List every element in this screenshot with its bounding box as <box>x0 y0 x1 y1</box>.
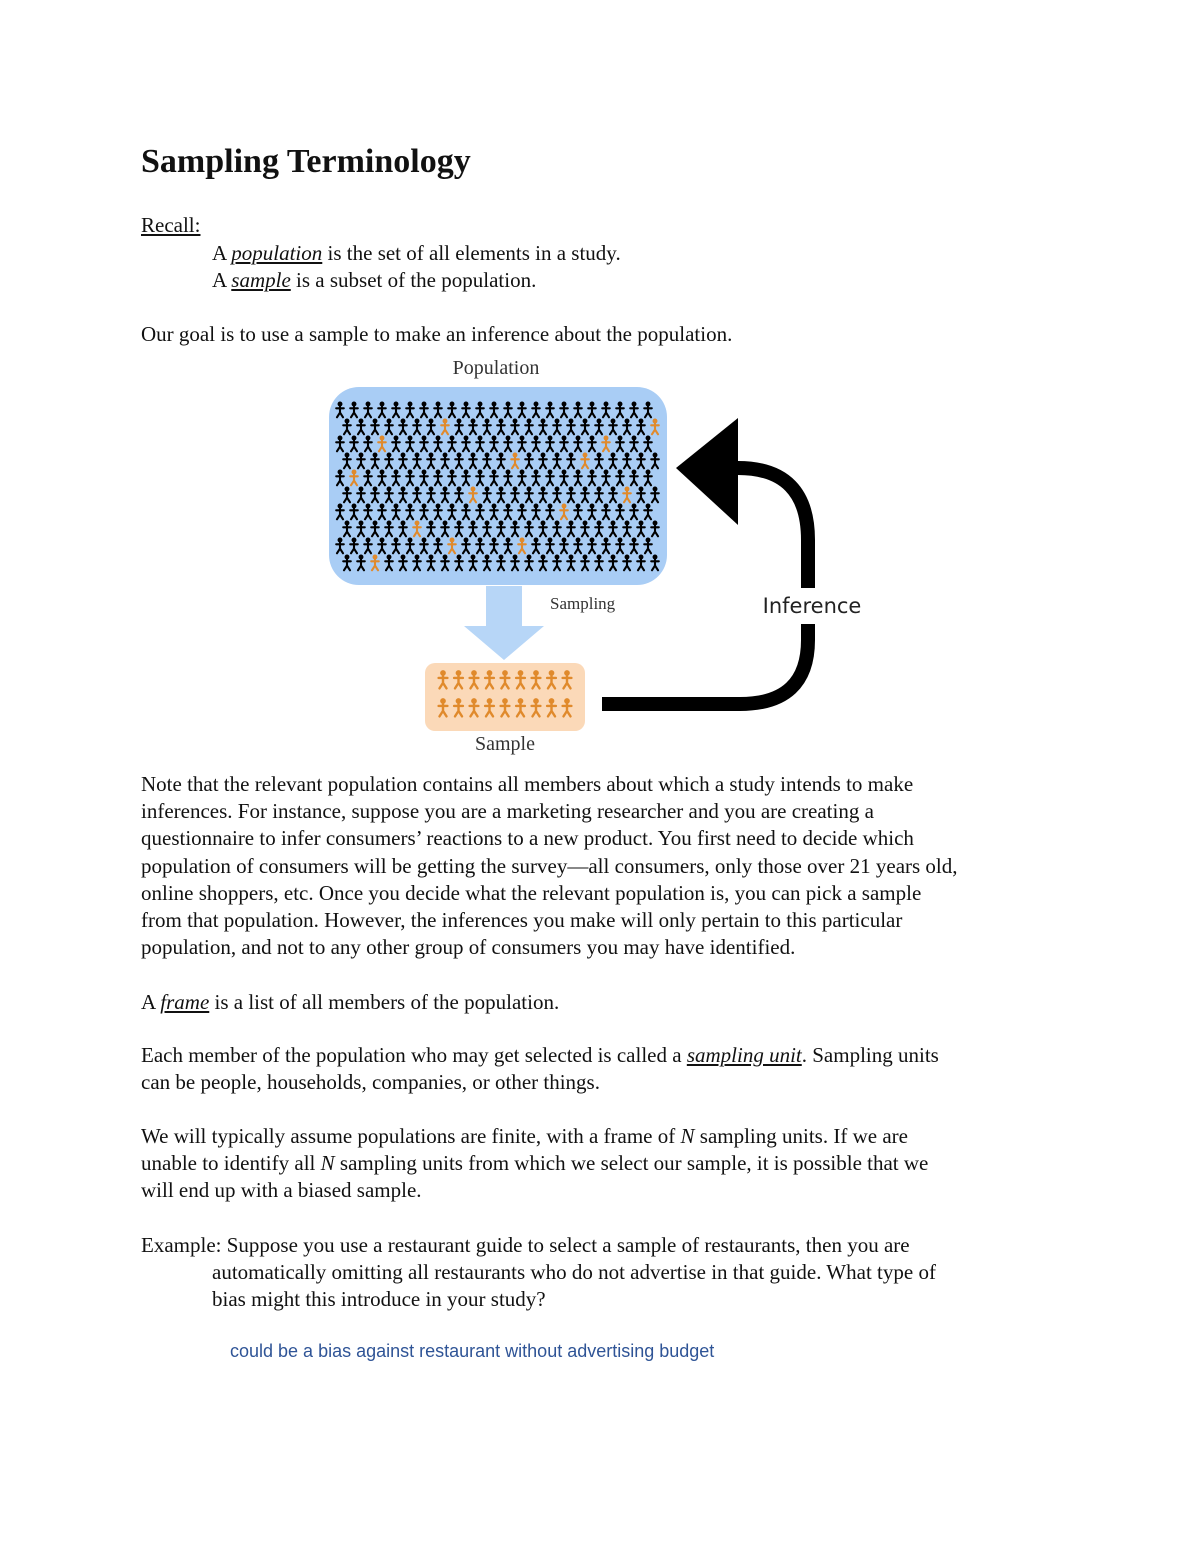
n-symbol: N <box>320 1151 335 1176</box>
note-paragraph <box>141 771 1081 961</box>
note-line: questionnaire to infer consumers’ reactions to a new product. You first need to decide which <box>141 826 914 851</box>
finite-line2 <box>141 1150 1081 1177</box>
goal-statement: Our goal is to use a sample to make an inference about the population. <box>141 322 733 346</box>
note-line: population of consumers will be getting the survey—all consumers, only those over 21 years old, <box>141 853 958 878</box>
frame-term: frame <box>160 990 210 1014</box>
frame-line <box>141 989 1081 1016</box>
sample-prefix: A <box>212 268 232 292</box>
frame-prefix: A <box>141 990 161 1014</box>
note-line: Note that the relevant population contains all members about which a study intends to make <box>141 772 914 796</box>
population-term: population <box>231 241 323 265</box>
handwritten-answer: could be a bias against restaurant without advertising budget <box>230 1341 715 1361</box>
inference-arrow-head <box>676 418 738 525</box>
sampling-arrow <box>464 586 544 660</box>
finite-text: sampling units. If we are <box>694 1124 908 1148</box>
sampling-unit-rest: . Sampling units <box>801 1043 939 1067</box>
sampling-unit-prefix: Each member of the population who may get selected is called a <box>141 1043 687 1067</box>
example-line3: bias might this introduce in your study? <box>212 1287 546 1312</box>
finite-line1 <box>141 1123 1081 1150</box>
inference-label: Inference <box>762 594 862 618</box>
n-symbol: N <box>680 1124 695 1148</box>
example-line2: automatically omitting all restaurants who do not advertise in that guide. What type of <box>212 1260 936 1285</box>
sample-rest: is a subset of the population. <box>290 268 537 292</box>
sample-term: sample <box>231 268 291 292</box>
sample-definition <box>212 267 536 294</box>
sample-label: Sample <box>475 733 535 755</box>
population-label: Population <box>452 357 540 379</box>
frame-definition <box>141 989 1081 1016</box>
frame-rest: is a list of all members of the population. <box>209 990 560 1014</box>
note-line: online shoppers, etc. Once you decide what the relevant population is, you can pick a sample <box>141 880 922 905</box>
sampling-unit-paragraph <box>141 1042 1081 1096</box>
finite-line3: will end up with a biased sample. <box>141 1178 422 1203</box>
page-title: Sampling Terminology <box>141 143 471 180</box>
note-line: inferences. For instance, suppose you are a marketing researcher and you are creating a <box>141 799 874 824</box>
sampling-unit-line2: can be people, households, companies, or other things. <box>141 1070 600 1095</box>
recall-label: Recall: <box>141 213 201 237</box>
finite-text: sampling units from which we select our sample, it is possible that we <box>334 1151 929 1176</box>
sampling-label: Sampling <box>550 594 616 613</box>
population-prefix: A <box>212 241 232 265</box>
sampling-inference-diagram <box>300 350 900 770</box>
note-line: from that population. However, the inferences you make will only pertain to this particular <box>141 908 903 933</box>
sampling-unit-term: sampling unit <box>686 1043 802 1067</box>
population-definition <box>212 240 621 267</box>
note-line: population, and not to any other group of consumers you may have identified. <box>141 935 796 960</box>
finite-text: unable to identify all <box>141 1151 321 1176</box>
example-paragraph <box>141 1232 1081 1314</box>
sampling-unit-line <box>141 1042 1081 1069</box>
population-rest: is the set of all elements in a study. <box>322 241 621 265</box>
example-line1: Example: Suppose you use a restaurant guide to select a sample of restaurants, then you are <box>141 1233 910 1257</box>
finite-paragraph <box>141 1123 1081 1205</box>
finite-text: We will typically assume populations are finite, with a frame of <box>141 1124 681 1148</box>
